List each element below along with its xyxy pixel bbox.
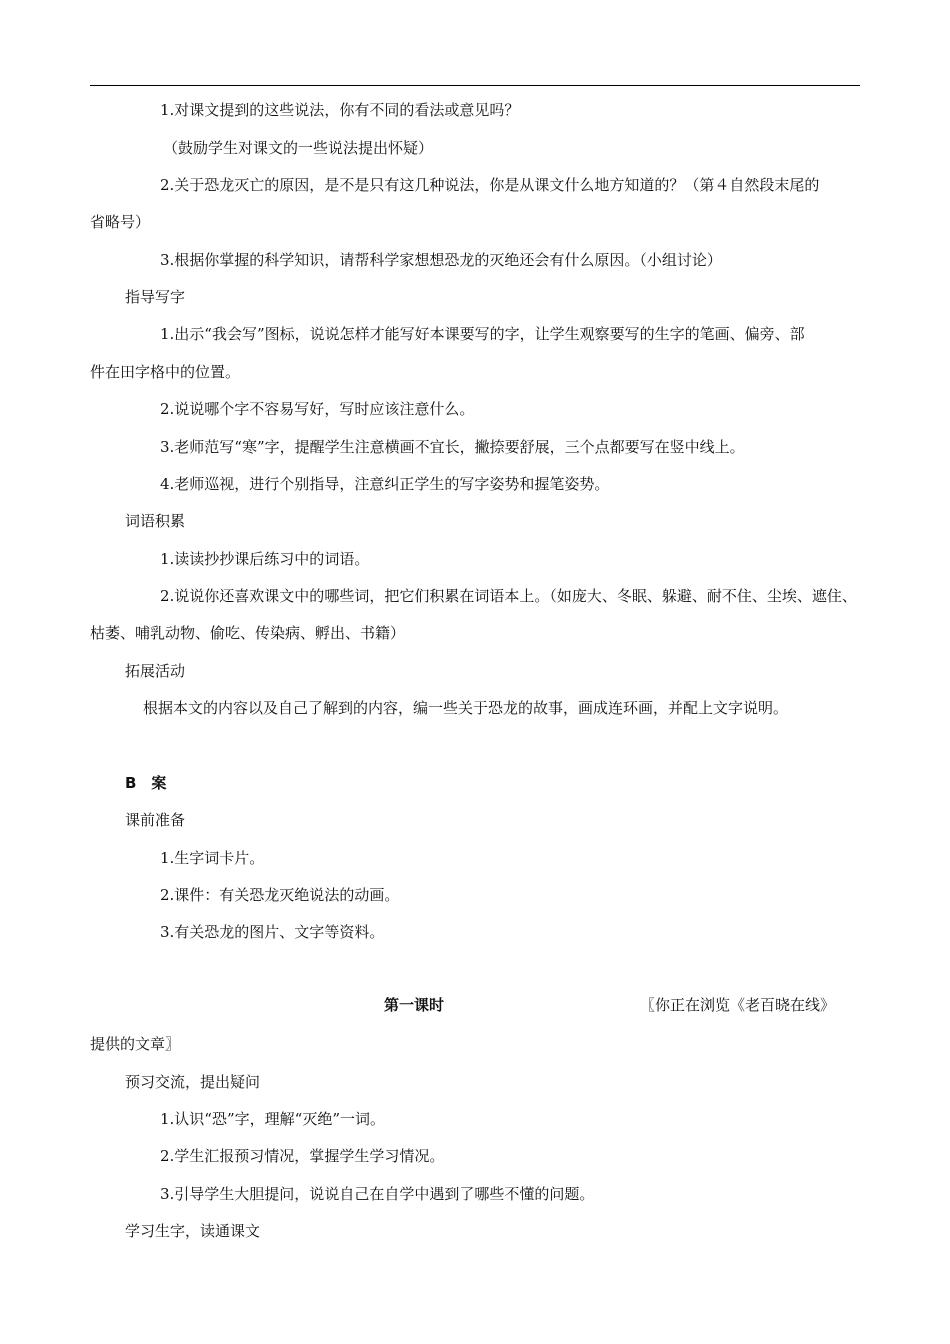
paragraph: 2.说说哪个字不容易写好，写时应该注意什么。 bbox=[160, 400, 475, 418]
section-heading: 拓展活动 bbox=[125, 662, 186, 680]
paragraph: 省略号） bbox=[90, 213, 151, 231]
paragraph: （鼓励学生对课文的一些说法提出怀疑） bbox=[163, 139, 434, 157]
paragraph: 1.读读抄抄课后练习中的词语。 bbox=[160, 550, 370, 568]
plan-heading: B 案 bbox=[125, 774, 167, 792]
paragraph: 2.学生汇报预习情况，掌握学生学习情况。 bbox=[160, 1147, 445, 1165]
source-note-continued: 提供的文章〗 bbox=[90, 1035, 181, 1053]
source-note: 〖你正在浏览《老百晓在线》 bbox=[640, 996, 836, 1014]
paragraph: 2.课件：有关恐龙灭绝说法的动画。 bbox=[160, 886, 400, 904]
paragraph: 枯萎、哺乳动物、偷吃、传染病、孵出、书籍） bbox=[90, 624, 406, 642]
section-heading: 学习生字，读通课文 bbox=[125, 1222, 261, 1240]
paragraph: 2.关于恐龙灭亡的原因，是不是只有这几种说法，你是从课文什么地方知道的？（第４自然段末尾的 bbox=[160, 176, 820, 194]
paragraph: 根据本文的内容以及自己了解到的内容，编一些关于恐龙的故事，画成连环画，并配上文字说明。 bbox=[143, 699, 789, 717]
section-heading: 指导写字 bbox=[125, 288, 186, 306]
paragraph: 2.说说你还喜欢课文中的哪些词，把它们积累在词语本上。（如庞大、冬眠、躲避、耐不住、尘埃、遮住、 bbox=[160, 587, 857, 605]
paragraph: 3.老师范写“寒”字，提醒学生注意横画不宜长，撇捺要舒展，三个点都要写在竖中线上。 bbox=[160, 438, 745, 456]
section-heading: 课前准备 bbox=[125, 811, 186, 829]
paragraph: 4.老师巡视，进行个别指导，注意纠正学生的写字姿势和握笔姿势。 bbox=[160, 475, 610, 493]
section-heading: 词语积累 bbox=[125, 512, 186, 530]
paragraph: 1.认识“恐”字，理解“灭绝”一词。 bbox=[160, 1110, 385, 1128]
lesson-title: 第一课时 bbox=[384, 996, 445, 1014]
paragraph: 1.出示“我会写”图标，说说怎样才能写好本课要写的字，让学生观察要写的生字的笔画、偏旁、部 bbox=[160, 325, 805, 343]
paragraph: 3.有关恐龙的图片、文字等资料。 bbox=[160, 923, 385, 941]
paragraph: 3.引导学生大胆提问，说说自己在自学中遇到了哪些不懂的问题。 bbox=[160, 1185, 595, 1203]
paragraph: 1.生字词卡片。 bbox=[160, 849, 265, 867]
header-rule bbox=[90, 85, 860, 86]
paragraph: 1.对课文提到的这些说法，你有不同的看法或意见吗？ bbox=[160, 101, 520, 119]
paragraph: 3.根据你掌握的科学知识，请帮科学家想想恐龙的灭绝还会有什么原因。（小组讨论） bbox=[160, 251, 722, 269]
paragraph: 件在田字格中的位置。 bbox=[90, 363, 241, 381]
section-heading: 预习交流，提出疑问 bbox=[125, 1073, 261, 1091]
